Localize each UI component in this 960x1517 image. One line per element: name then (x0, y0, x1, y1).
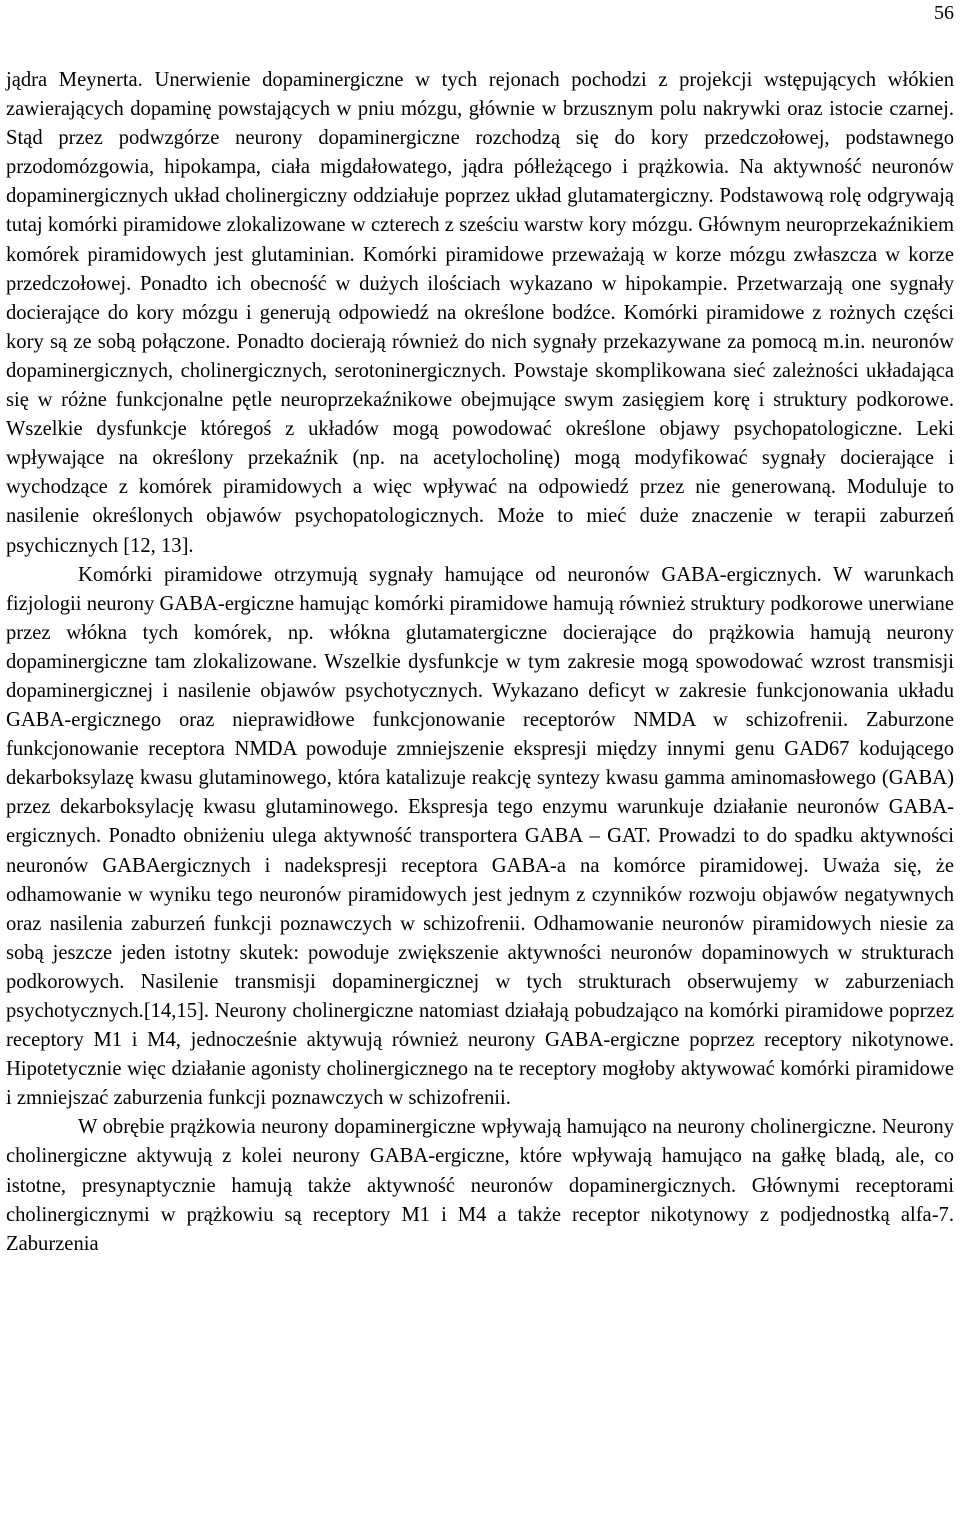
paragraph-2: Komórki piramidowe otrzymują sygnały hamujące od neuronów GABA-ergicznych. W warunkach fizjologii neurony GABA-ergiczne hamując komórki piramidowe hamują również struktury podkorowe unerwiane przez włókna tych komórek, np. włókna glutamatergiczne docierające do prążkowia hamują neurony dopaminergiczne tam zlokalizowane. Wszelkie dysfunkcje w tym zakresie mogą spowodować wzrost transmisji dopaminergicznej i nasilenie objawów psychotycznych. Wykazano deficyt w zakresie funkcjonowania układu GABA-ergicznego oraz nieprawidłowe funkcjonowanie receptorów NMDA w schizofrenii. Zaburzone funkcjonowanie receptora NMDA powoduje zmniejszenie ekspresji między innymi genu GAD67 kodującego dekarboksylazę kwasu glutaminowego, która katalizuje reakcję syntezy kwasu gamma aminomasłowego (GABA) przez dekarboksylację kwasu glutaminowego. Ekspresja tego enzymu warunkuje działanie neuronów GABA-ergicznych. Ponadto obniżeniu ulega aktywność transportera GABA – GAT. Prowadzi to do spadku aktywności neuronów GABAergicznych i nadekspresji receptora GABA-a na komórce piramidowej. Uważa się, że odhamowanie w wyniku tego neuronów piramidowych jest jednym z czynników rozwoju objawów negatywnych oraz nasilenia zaburzeń funkcji poznawczych w schizofrenii. Odhamowanie neuronów piramidowych niesie za sobą jeszcze jeden istotny skutek: powoduje zwiększenie aktywności neuronów dopaminowych w strukturach podkorowych. Nasilenie transmisji dopaminergicznej w tych strukturach obserwujemy w zaburzeniach psychotycznych.[14,15]. Neurony cholinergiczne natomiast działają pobudzająco na komórki piramidowe poprzez receptory M1 i M4, jednocześnie aktywują również neurony GABA-ergiczne poprzez receptory nikotynowe. Hipotetycznie więc działanie agonisty cholinergicznego na te receptory mogłoby aktywować komórki piramidowe i zmniejszać zaburzenia funkcji poznawczych w schizofrenii. (6, 563, 954, 1110)
page-number: 56 (934, 2, 954, 24)
paragraph-3: W obrębie prążkowia neurony dopaminergiczne wpływają hamująco na neurony cholinergiczne. Neurony cholinergiczne aktywują z kolei neurony GABA-ergiczne, które wpływają hamująco na gałkę bladą, ale, co istotne, presynaptycznie hamują także aktywność neuronów dopaminergicznych. Głównymi receptorami cholinergicznymi w prążkowiu są receptory M1 i M4 a także receptor nikotynowy z podjednostką alfa-7. Zaburzenia (6, 1116, 954, 1255)
body-text (6, 66, 954, 1259)
paragraph-1: jądra Meynerta. Unerwienie dopaminergiczne w tych rejonach pochodzi z projekcji wstępujących włókien zawierających dopaminę powstających w pniu mózgu, głównie w brzusznym polu nakrywki oraz istocie czarnej. Stąd przez podwzgórze neurony dopaminergiczne rozchodzą się do kory przedczołowej, podstawnego przodomózgowia, hipokampa, ciała migdałowatego, jądra półleżącego i prążkowia. Na aktywność neuronów dopaminergicznych układ cholinergiczny oddziałuje poprzez układ glutamatergiczny. Podstawową rolę odgrywają tutaj komórki piramidowe zlokalizowane w czterech z sześciu warstw kory mózgu. Głównym neuroprzekaźnikiem komórek piramidowych jest glutaminian. Komórki piramidowe przeważają w korze mózgu zwłaszcza w korze przedczołowej. Ponadto ich obecność w dużych ilościach wykazano w hipokampie. Przetwarzają one sygnały docierające do kory mózgu i generują odpowiedź na określone bodźce. Komórki piramidowe z rożnych części kory są ze sobą połączone. Ponadto docierają również do nich sygnały przekazywane za pomocą m.in. neuronów dopaminergicznych, cholinergicznych, serotoninergicznych. Powstaje skomplikowana sieć zależności układająca się w różne funkcjonalne pętle neuroprzekaźnikowe obejmujące swym zasięgiem korę i struktury podkorowe. Wszelkie dysfunkcje któregoś z układów mogą powodować określone objawy psychopatologiczne. Leki wpływające na określony przekaźnik (np. na acetylocholinę) mogą modyfikować sygnały docierające i wychodzące z komórek piramidowych a więc wpływać na odpowiedź przez nie generowaną. Moduluje to nasilenie określonych objawów psychopatologicznych. Może to mieć duże znaczenie w terapii zaburzeń psychicznych [12, 13]. (6, 69, 954, 557)
